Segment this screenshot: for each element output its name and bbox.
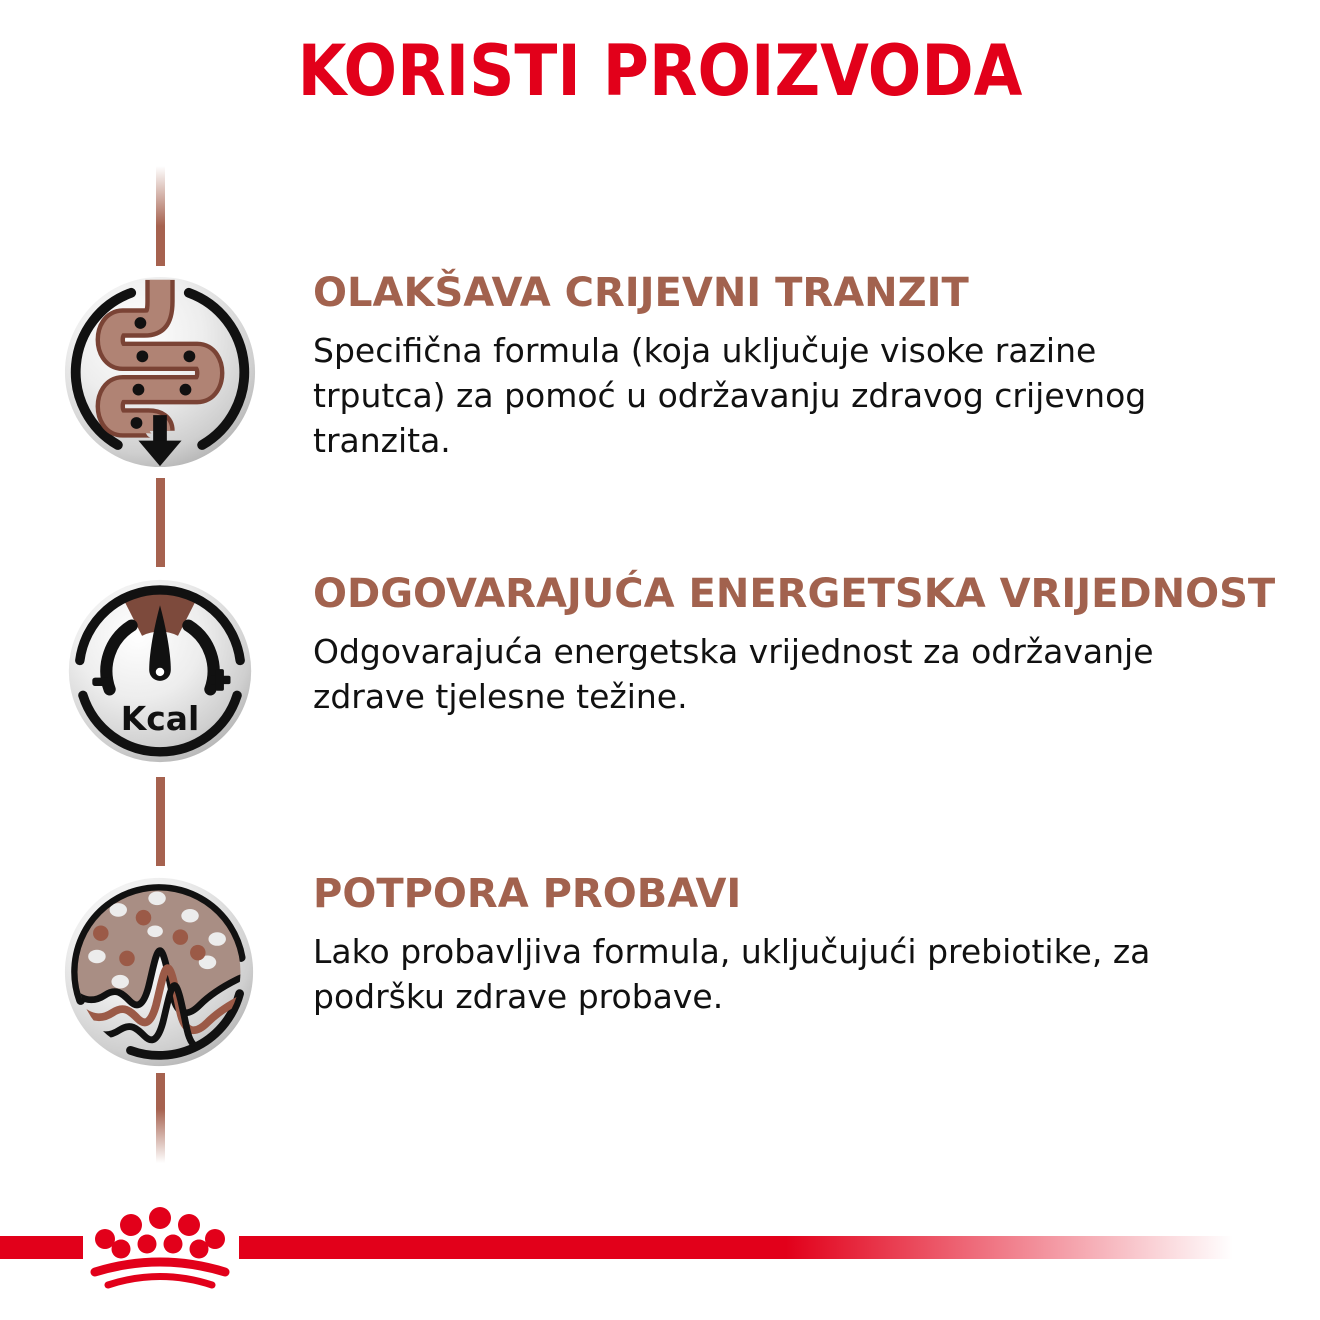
digestive-support-icon	[62, 875, 256, 1069]
kcal-gauge-icon	[66, 577, 254, 765]
page-title: KORISTI PROIZVODA	[297, 30, 1023, 112]
benefit-section-energy	[313, 571, 1293, 719]
timeline-segment-middle-2	[156, 777, 165, 866]
benefit-section-digestion	[313, 871, 1273, 1019]
intestinal-transit-svg	[62, 274, 258, 470]
benefit-heading: OLAKŠAVA CRIJEVNI TRANZIT	[313, 270, 969, 316]
kcal-label: Kcal	[120, 699, 200, 739]
footer-bar-right	[239, 1236, 1233, 1259]
benefit-heading: ODGOVARAJUĆA ENERGETSKA VRIJEDNOST	[313, 571, 1276, 617]
footer-bar-left	[0, 1236, 83, 1259]
royal-canin-crown-logo	[86, 1194, 234, 1292]
benefit-heading: POTPORA PROBAVI	[313, 871, 742, 917]
crown-dots	[95, 1207, 225, 1259]
crown-arcs	[95, 1262, 225, 1285]
benefit-section-transit	[313, 270, 1213, 463]
timeline-segment-bottom	[156, 1073, 165, 1163]
minus-icon	[92, 678, 110, 686]
digestive-support-svg	[62, 875, 256, 1069]
timeline-segment-middle-1	[156, 478, 165, 567]
benefit-body: Odgovarajuća energetska vrijednost za održavanje zdrave tjelesne težine.	[313, 632, 1154, 716]
kcal-gauge-svg	[66, 577, 254, 765]
needle-pivot	[156, 668, 164, 676]
benefit-body: Specifična formula (koja uključuje visoke razine trputca) za pomoć u održavanju zdravog crijevnog tranzita.	[313, 331, 1147, 460]
timeline-segment-top	[156, 166, 165, 266]
benefit-body: Lako probavljiva formula, uključujući prebiotike, za podršku zdrave probave.	[313, 932, 1151, 1016]
intestinal-transit-icon	[62, 274, 258, 470]
